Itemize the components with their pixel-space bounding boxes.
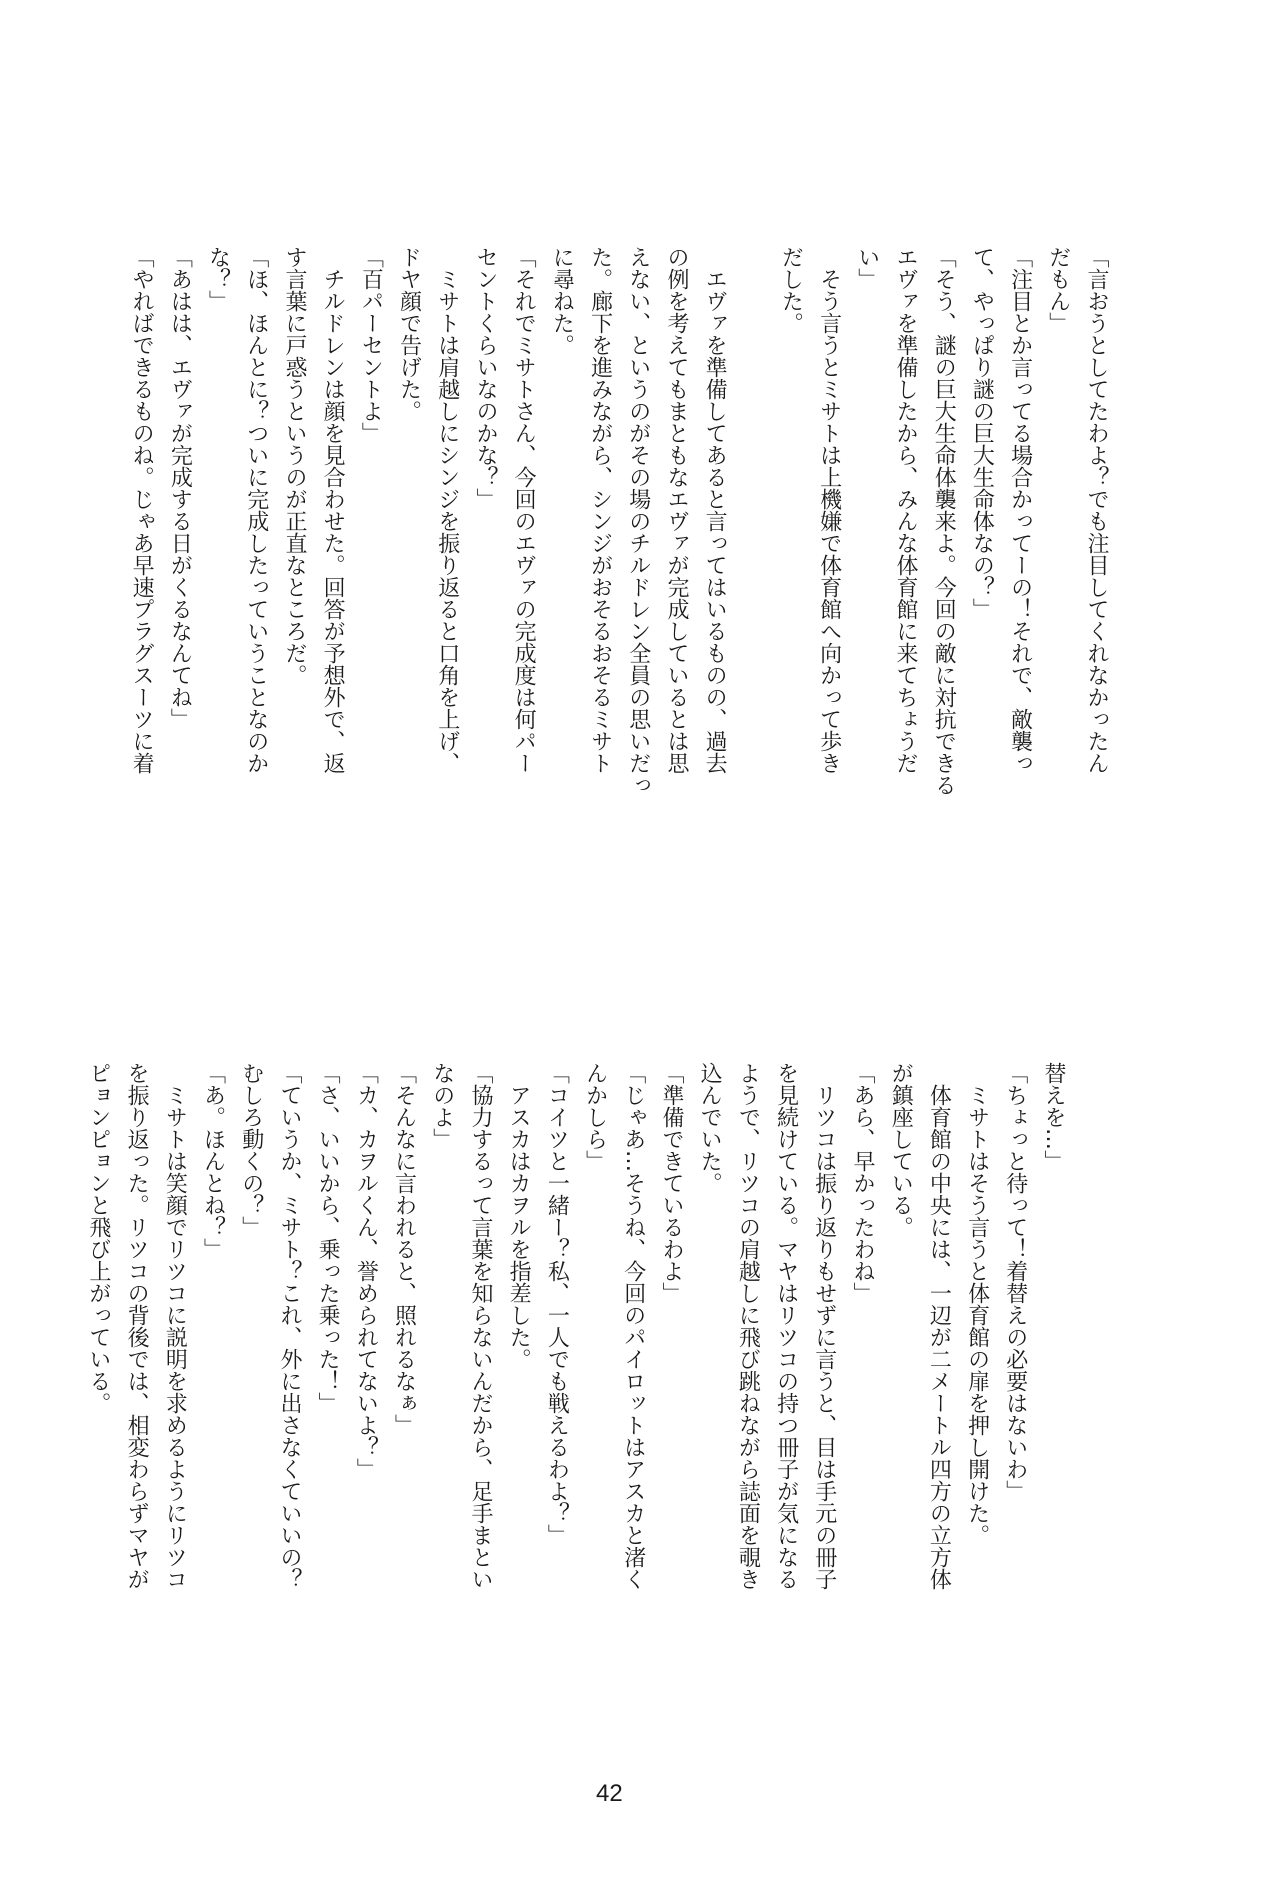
text-line: チルドレンは顔を見合わせた。回答が予想外で、返 [320,246,346,774]
text-line: 「ほ、ほんとに？ついに完成したっていうことなのか [243,246,269,774]
text-line: 「カ、カヲルくん、誉められてないよ？」 [353,1062,379,1480]
text-line [733,246,771,806]
text-line: 「ちょっと待って！着替えの必要はないわ」 [1002,1062,1028,1502]
page-number: 42 [596,1780,623,1807]
text-line: ドヤ顔で告げた。 [396,246,422,422]
text-line: 「そんなに言われると、照れるなぁ」 [391,1062,417,1436]
text-line: 「そう、謎の巨大生命体襲来よ。今回の敵に対抗できる [931,246,957,796]
text-line: 「百パーセントよ」 [358,246,384,444]
text-line: 「じゃあ…そうね、今回のパイロットはアスカと渚く [620,1062,646,1590]
text-line: エヴァを準備したから、みんな体育館に来てちょうだ [892,246,918,774]
text-line: を振り返った。リツコの背後では、相変わらずマヤが [124,1062,150,1590]
text-line: 「さ、いいから、乗った乗った！」 [315,1062,341,1414]
text-line: アスカはカヲルを指差した。 [506,1062,532,1370]
text-line: なのよ」 [429,1062,455,1150]
text-line: た。廊下を進みながら、シンジがおそるおそるミサト [587,246,613,774]
text-line: す言葉に戸惑うというのが正直なところだ。 [281,246,307,686]
text-line: 体育館の中央には、一辺が二メートル四方の立方体 [926,1062,952,1590]
text-line: に尋ねた。 [549,246,575,356]
text-line: を見続けている。マヤはリツコの持つ冊子が気になる [773,1062,799,1590]
text-line: の例を考えてもまともなエヴァが完成しているとは思 [663,246,689,774]
text-line: ミサトは肩越しにシンジを振り返ると口角を上げ、 [434,246,460,774]
text-line: 替えを…」 [1041,1062,1066,1172]
text-line: 「コイツと一緒ー？私、一人でも戦えるわよ？」 [544,1062,570,1546]
text-line: 「ていうか、ミサト？これ、外に出さなくていいの？ [276,1062,302,1590]
upper-text-block [122,246,1115,806]
text-line: て、やっぱり謎の巨大生命体なの？」 [969,246,995,620]
text-line: むしろ動くの？」 [238,1062,264,1238]
text-line: 「あはは、エヴァが完成する日がくるなんてね」 [167,246,193,730]
text-line: 「あら、早かったわね」 [849,1062,875,1304]
text-line: リツコは振り返りもせずに言うと、目は手元の冊子 [811,1062,837,1590]
text-line: そう言うとミサトは上機嫌で体育館へ向かって歩き [816,246,842,774]
text-line: セントくらいなのかな？」 [472,246,498,510]
text-line: な？」 [205,246,231,312]
text-line: だした。 [778,246,804,334]
text-line: 「協力するって言葉を知らないんだから、足手まとい [467,1062,493,1590]
text-line: 「準備できているわよ」 [658,1062,684,1304]
text-line: 「やればできるものね。じゃあ早速プラグスーツに着 [129,246,155,774]
text-line: エヴァを準備してあると言ってはいるものの、過去 [702,246,728,774]
text-line: 「それでミサトさん、今回のエヴァの完成度は何パー [511,246,537,774]
lower-text-block [79,1062,1072,1622]
text-line: ミサトは笑顔でリツコに説明を求めるようにリツコ [162,1062,188,1590]
text-line: ようで、リツコの肩越しに飛び跳ねながら誌面を覗き [735,1062,761,1590]
text-line: が鎮座している。 [888,1062,914,1238]
text-line: 込んでいた。 [697,1062,723,1194]
text-line: えない、というのがその場のチルドレン全員の思いだっ [625,246,651,796]
text-line: 「注目とか言ってる場合かってーの！それで、敵襲っ [1007,246,1033,774]
text-line: んかしら」 [582,1062,608,1172]
text-line: ミサトはそう言うと体育館の扉を押し開けた。 [964,1062,990,1546]
text-line: だもん」 [1045,246,1071,334]
text-line: 「あ。ほんとね？」 [200,1062,226,1260]
text-line: ピョンピョンと飛び上がっている。 [85,1062,111,1414]
text-line: い」 [854,246,880,290]
text-line: 「言おうとしてたわよ？でも注目してくれなかったん [1084,246,1109,774]
